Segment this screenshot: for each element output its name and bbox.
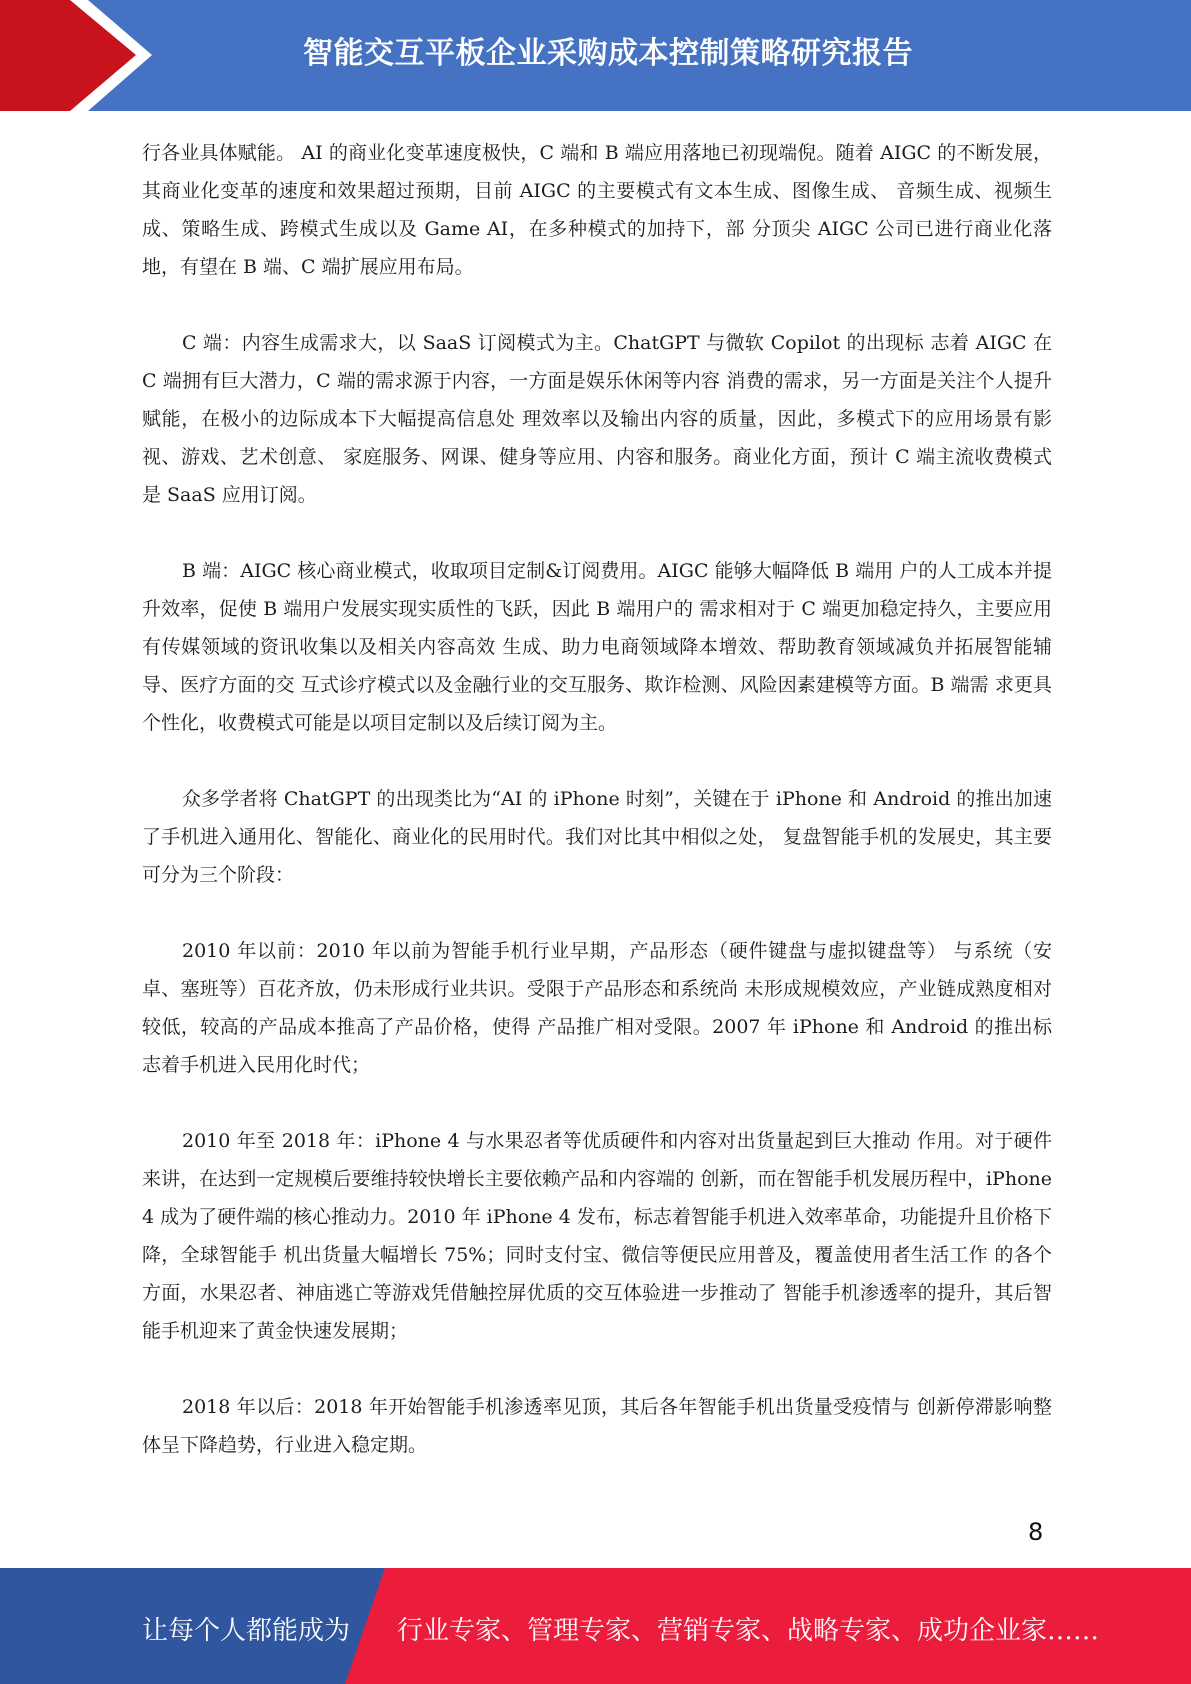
- document-body: [142, 134, 1052, 1502]
- footer-slogan-left: 让每个人都能成为: [142, 1616, 351, 1646]
- paragraph-iphone-moment: 众多学者将 ChatGPT 的出现类比为“AI 的 iPhone 时刻”，关键在于 iPhone 和 Android 的推出加速了手机进入通用化、智能化、商业化的民用时代。我们对比其中相似之处， 复盘智能手机的发展史，其主要可分为三个阶段：: [142, 788, 1052, 886]
- footer-slogan-right: 行业专家、管理专家、营销专家、战略专家、成功企业家……: [397, 1616, 1100, 1646]
- paragraph-stage-before-2010: 2010 年以前：2010 年以前为智能手机行业早期，产品形态（硬件键盘与虚拟键盘等） 与系统（安卓、塞班等）百花齐放，仍未形成行业共识。受限于产品形态和系统尚 未形成规模效应，产业链成熟度相对较低，较高的产品成本推高了产品价格，使得 产品推广相对受限。2007 年 iPhone 和 Android 的推出标志着手机进入民用化时代；: [142, 940, 1052, 1076]
- page-footer: [0, 1568, 1191, 1684]
- paragraph-c-end: C 端：内容生成需求大，以 SaaS 订阅模式为主。ChatGPT 与微软 Copilot 的出现标 志着 AIGC 在 C 端拥有巨大潜力，C 端的需求源于内容，一方面是娱乐休闲等内容 消费的需求，另一方面是关注个人提升赋能，在极小的边际成本下大幅提高信息处 理效率以及输出内容的质量，因此，多模式下的应用场景有影视、游戏、艺术创意、 家庭服务、网课、健身等应用、内容和服务。商业化方面，预计 C 端主流收费模式 是 SaaS 应用订阅。: [142, 332, 1052, 506]
- paragraph-stage-after-2018: 2018 年以后：2018 年开始智能手机渗透率见顶，其后各年智能手机出货量受疫情与 创新停滞影响整体呈下降趋势，行业进入稳定期。: [142, 1396, 1052, 1456]
- paragraph-b-end: B 端：AIGC 核心商业模式，收取项目定制&订阅费用。AIGC 能够大幅降低 B 端用 户的人工成本并提升效率，促使 B 端用户发展实现实质性的飞跃，因此 B 端用户的 需求相对于 C 端更加稳定持久，主要应用有传媒领域的资讯收集以及相关内容高效 生成、助力电商领域降本增效、帮助教育领域减负并拓展智能辅导、医疗方面的交 互式诊疗模式以及金融行业的交互服务、欺诈检测、风险因素建模等方面。B 端需 求更具个性化，收费模式可能是以项目定制以及后续订阅为主。: [142, 560, 1052, 734]
- page-number: 8: [1028, 1518, 1044, 1546]
- paragraph-stage-2010-2018: 2010 年至 2018 年：iPhone 4 与水果忍者等优质硬件和内容对出货量起到巨大推动 作用。对于硬件来讲，在达到一定规模后要维持较快增长主要依赖产品和内容端的 创新，而在智能手机发展历程中，iPhone 4 成为了硬件端的核心推动力。2010 年 iPhone 4 发布，标志着智能手机进入效率革命，功能提升且价格下降，全球智能手 机出货量大幅增长 75%；同时支付宝、微信等便民应用普及，覆盖使用者生活工作 的各个方面，水果忍者、神庙逃亡等游戏凭借触控屏优质的交互体验进一步推动了 智能手机渗透率的提升，其后智能手机迎来了黄金快速发展期；: [142, 1130, 1052, 1342]
- paragraph-aigc-overview: 行各业具体赋能。 AI 的商业化变革速度极快，C 端和 B 端应用落地已初现端倪。随着 AIGC 的不断发展， 其商业化变革的速度和效果超过预期，目前 AIGC 的主要模式有文本生成、图像生成、 音频生成、视频生成、策略生成、跨模式生成以及 Game AI，在多种模式的加持下，部 分顶尖 AIGC 公司已进行商业化落地，有望在 B 端、C 端扩展应用布局。: [142, 142, 1052, 278]
- report-title: 智能交互平板企业采购成本控制策略研究报告: [303, 36, 913, 71]
- page-header: [0, 0, 1191, 111]
